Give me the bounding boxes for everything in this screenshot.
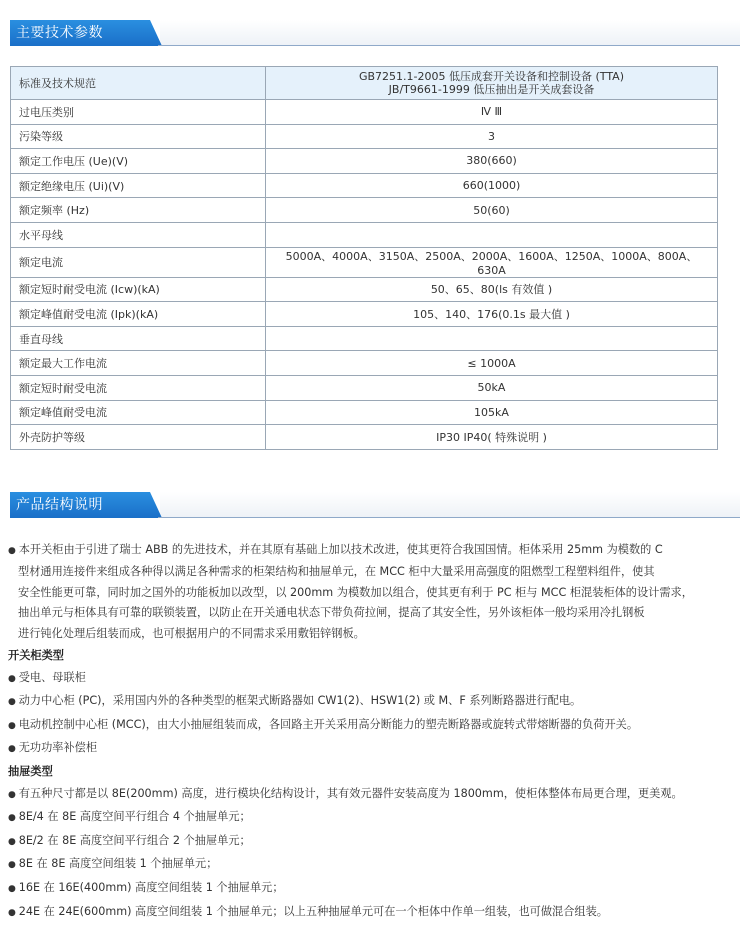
spec-value: 380(660) — [266, 149, 718, 174]
spec-value: IP30 IP40( 特殊说明 ) — [266, 425, 718, 450]
spec-value: 50、65、80(ls 有效值 ) — [266, 277, 718, 302]
table-row — [11, 198, 718, 223]
spec-label: 额定频率 (Hz) — [11, 198, 266, 223]
list-item: ● 电动机控制中心柜 (MCC)，由大小抽屉组装而成，各回路主开关采用高分断能力的塑壳断路器或旋转式带熔断器的负荷开关。 — [8, 714, 720, 738]
spec-value — [266, 222, 718, 247]
intro-paragraph — [8, 540, 720, 645]
list-item: ● 无功功率补偿柜 — [8, 737, 720, 761]
spec-label: 额定电流 — [11, 247, 266, 277]
section-header-structure — [10, 492, 740, 518]
table-row — [11, 425, 718, 450]
table-row — [11, 247, 718, 277]
spec-value: 50kA — [266, 375, 718, 400]
header-shade — [160, 20, 740, 45]
table-row — [11, 326, 718, 351]
header-divider — [158, 45, 740, 46]
table-row — [11, 173, 718, 198]
table-row — [11, 222, 718, 247]
structure-description — [8, 540, 720, 924]
spec-value: 660(1000) — [266, 173, 718, 198]
spec-value: 3 — [266, 124, 718, 149]
spec-value — [266, 67, 718, 100]
spec-label: 污染等级 — [11, 124, 266, 149]
table-row — [11, 277, 718, 302]
list-item: ● 16E 在 16E(400mm) 高度空间组装 1 个抽屉单元； — [8, 877, 720, 901]
spec-value: 50(60) — [266, 198, 718, 223]
spec-value: 105kA — [266, 400, 718, 425]
list-item: ● 8E/4 在 8E 高度空间平行组合 4 个抽屉单元； — [8, 806, 720, 830]
spec-label: 额定工作电压 (Ue)(V) — [11, 149, 266, 174]
list-item: ● 有五种尺寸都是以 8E(200mm) 高度，进行模块化结构设计，其有效元器件安装高度为 1800mm，使柜体整体布局更合理，更美观。 — [8, 783, 720, 807]
section-title: 产品结构说明 — [16, 497, 103, 513]
spec-label: 额定短时耐受电流 (Icw)(kA) — [11, 277, 266, 302]
list-item: ● 动力中心柜 (PC)，采用国内外的各种类型的框架式断路器如 CW1(2)、HSW1(2) 或 M、F 系列断路器进行配电。 — [8, 690, 720, 714]
table-row — [11, 100, 718, 125]
spec-label: 额定短时耐受电流 — [11, 375, 266, 400]
header-shade — [160, 492, 740, 517]
spec-label: 额定峰值耐受电流 — [11, 400, 266, 425]
intro-line: 安全性能更可靠，同时加之国外的功能板加以改型，以 200mm 为模数加以组合，使其更有利于 PC 柜与 MCC 柜混装柜体的设计需求， — [18, 585, 693, 599]
spec-label: 额定绝缘电压 (Ui)(V) — [11, 173, 266, 198]
spec-label: 水平母线 — [11, 222, 266, 247]
list-item: ● 受电、母联柜 — [8, 667, 720, 691]
list-item: ● 8E/2 在 8E 高度空间平行组合 2 个抽屉单元； — [8, 830, 720, 854]
section-title: 主要技术参数 — [16, 25, 103, 41]
spec-value: 105、140、176(0.1s 最大值 ) — [266, 302, 718, 327]
spec-label: 额定最大工作电流 — [11, 351, 266, 376]
spec-value-line: JB/T9661-1999 低压抽出是开关成套设备 — [388, 83, 595, 96]
spec-value: 5000A、4000A、3150A、2500A、2000A、1600A、1250A、1000A、800A、630A — [266, 247, 718, 277]
table-row — [11, 149, 718, 174]
spec-label: 额定峰值耐受电流 (Ipk)(kA) — [11, 302, 266, 327]
cabinet-types-heading: 开关柜类型 — [8, 648, 64, 662]
list-item: ● 8E 在 8E 高度空间组装 1 个抽屉单元； — [8, 853, 720, 877]
specs-table — [10, 66, 718, 450]
intro-line: 抽出单元与柜体具有可靠的联锁装置，以防止在开关通电状态下带负荷拉闸，提高了其安全性，另外该柜体一般均采用冷扎钢板 — [18, 606, 645, 620]
intro-line: 型材通用连接件来组成各种得以满足各种需求的柜架结构和抽屉单元，在 MCC 柜中大量采用高强度的阻燃型工程塑料组件，使其 — [18, 564, 655, 578]
list-item: ● 24E 在 24E(600mm) 高度空间组装 1 个抽屉单元；以上五种抽屉单元可在一个柜体中作单一组装，也可做混合组装。 — [8, 901, 720, 925]
table-row — [11, 400, 718, 425]
header-divider — [158, 517, 740, 518]
spec-value — [266, 326, 718, 351]
table-row — [11, 375, 718, 400]
section-header-tech-params — [10, 20, 740, 46]
table-row — [11, 124, 718, 149]
spec-label: 标准及技术规范 — [11, 67, 266, 100]
table-row — [11, 302, 718, 327]
intro-line: 进行钝化处理后组装而成，也可根据用户的不同需求采用敷铝锌钢板。 — [18, 627, 365, 641]
spec-label: 垂直母线 — [11, 326, 266, 351]
spec-value-line: GB7251.1-2005 低压成套开关设备和控制设备 (TTA) — [358, 70, 624, 83]
table-row — [11, 67, 718, 100]
spec-label: 过电压类别 — [11, 100, 266, 125]
spec-label: 外壳防护等级 — [11, 425, 266, 450]
spec-value: ≤ 1000A — [266, 351, 718, 376]
intro-line: ● 本开关柜由于引进了瑞士 ABB 的先进技术，并在其原有基础上加以技术改进，使其更符合我国国情。柜体采用 25mm 为模数的 C — [8, 540, 720, 562]
spec-value: Ⅳ Ⅲ — [266, 100, 718, 125]
table-row — [11, 351, 718, 376]
drawer-types-heading: 抽屉类型 — [8, 764, 53, 778]
